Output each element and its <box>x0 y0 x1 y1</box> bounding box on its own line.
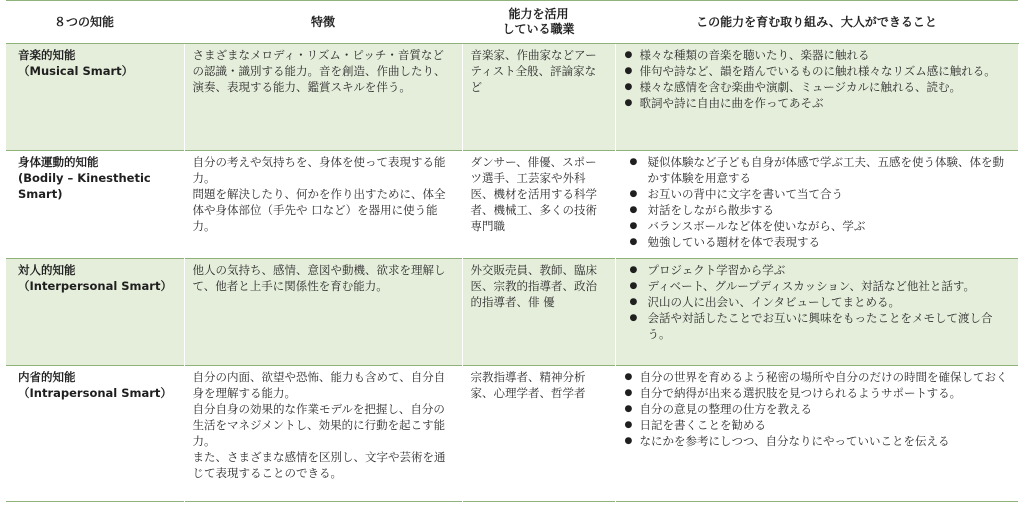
header-occupations <box>462 1 615 44</box>
activity-item: ● ディベート、グループディスカッション、対話など他社と話す。 <box>624 278 1010 294</box>
feature-text: さまざまなメロディ・リズム・ピッチ・音質などの認識・識別する能力。音を創造、作曲したり、演奏、表現する能力、鑑賞スキルを伴う。 <box>192 48 446 94</box>
occupations-cell: 音楽家、作曲家などアーティスト全般、評論家など <box>462 44 615 151</box>
header-occupations-line1: 能力を活用 <box>508 7 569 21</box>
feature-text: 自分自身の効果的な作業モデルを把握し、自分の生活をマネジメントし、効果的に行動を起こす能力。 <box>192 402 446 448</box>
intelligence-name-ja: 対人的知能 <box>18 263 76 277</box>
activity-item: ● 勉強している題材を体で表現する <box>624 234 1010 250</box>
header-activities: この能力を育む取り組み、大人ができること <box>615 1 1018 44</box>
intelligence-name-cell <box>6 151 184 259</box>
activity-item: ● 対話をしながら散歩する <box>624 202 1010 218</box>
features-cell <box>184 366 462 502</box>
activity-item: ● 自分で納得が出来る選択肢を見つけられるようサポートする。 <box>624 385 1010 401</box>
activities-cell <box>615 366 1018 502</box>
table-row-bodily <box>6 151 1018 259</box>
activity-item: ● 会話や対話したことでお互いに興味をもったことをメモして渡し合う。 <box>624 310 1010 342</box>
header-intelligences: ８つの知能 <box>6 1 184 44</box>
intelligence-name-cell <box>6 44 184 151</box>
table-row-interpersonal <box>6 259 1018 366</box>
activity-item: ● プロジェクト学習から学ぶ <box>624 262 1010 278</box>
header-features: 特徴 <box>184 1 462 44</box>
occupations-cell: 外交販売員、教師、臨床医、宗教的指導者、政治的指導者、俳 優 <box>462 259 615 366</box>
activities-cell <box>615 151 1018 259</box>
feature-text: 他人の気持ち、感情、意図や動機、欲求を理解して、他者と上手に関係性を育む能力。 <box>192 263 446 293</box>
intelligence-name-cell <box>6 366 184 502</box>
activities-cell <box>615 259 1018 366</box>
activity-item: ● 様々な感情を含む楽曲や演劇、ミュージカルに触れる、読む。 <box>624 79 1010 95</box>
features-cell <box>184 259 462 366</box>
feature-text: 問題を解決したり、何かを作り出すために、体全体や身体部位（手先や 口など）を器用に使う能力。 <box>192 187 446 233</box>
table-row-intrapersonal <box>6 366 1018 502</box>
intelligences-table <box>6 0 1019 502</box>
activity-item: ● 歌詞や詩に自由に曲を作ってあそぶ <box>624 95 1010 111</box>
activity-item: ● 日記を書くことを勧める <box>624 417 1010 433</box>
activity-item: ● 沢山の人に出会い、インタビューしてまとめる。 <box>624 294 1010 310</box>
activity-item: ● なにかを参考にしつつ、自分なりにやっていいことを伝える <box>624 433 1010 449</box>
intelligence-name-en: （Intrapersonal Smart） <box>18 386 172 400</box>
intelligence-name-en: （Interpersonal Smart） <box>18 279 172 293</box>
header-row <box>6 1 1018 44</box>
intelligence-name-en: (Bodily – Kinesthetic Smart) <box>18 171 151 201</box>
activity-item: ● 俳句や詩など、韻を踏んでいるものに触れ様々なリズム感に触れる。 <box>624 63 1010 79</box>
intelligence-name-en: （Musical Smart） <box>18 64 134 78</box>
activity-item: ● 自分の世界を育めるよう秘密の場所や自分のだけの時間を確保しておく <box>624 369 1010 385</box>
feature-text: また、さまざまな感情を区別し、文字や芸術を通じて表現することのできる。 <box>192 450 446 480</box>
activity-item: ● 自分の意見の整理の仕方を教える <box>624 401 1010 417</box>
intelligence-name-ja: 音楽的知能 <box>18 48 76 62</box>
activity-item: ● 様々な種類の音楽を聴いたり、楽器に触れる <box>624 47 1010 63</box>
header-occupations-line2: している職業 <box>502 22 575 36</box>
intelligence-name-ja: 内省的知能 <box>18 370 76 384</box>
features-cell <box>184 44 462 151</box>
occupations-cell: ダンサー、俳優、スポーツ選手、工芸家や外科医、機材を活用する科学者、機械工、多くの技術専門職 <box>462 151 615 259</box>
features-cell <box>184 151 462 259</box>
occupations-cell: 宗教指導者、精神分析家、心理学者、哲学者 <box>462 366 615 502</box>
table-row-musical <box>6 44 1018 151</box>
activity-item: ● お互いの背中に文字を書いて当て合う <box>624 186 1010 202</box>
feature-text: 自分の内面、欲望や恐怖、能力も含めて、自分自身を理解する能力。 <box>192 370 446 400</box>
activity-item: ● 疑似体験など子ども自身が体感で学ぶ工夫、五感を使う体験、体を動かす体験を用意する <box>624 154 1010 186</box>
intelligence-name-ja: 身体運動的知能 <box>18 155 99 169</box>
intelligence-name-cell <box>6 259 184 366</box>
feature-text: 自分の考えや気持ちを、身体を使って表現する能力。 <box>192 155 446 185</box>
activity-item: ● バランスボールなど体を使いながら、学ぶ <box>624 218 1010 234</box>
activities-cell <box>615 44 1018 151</box>
